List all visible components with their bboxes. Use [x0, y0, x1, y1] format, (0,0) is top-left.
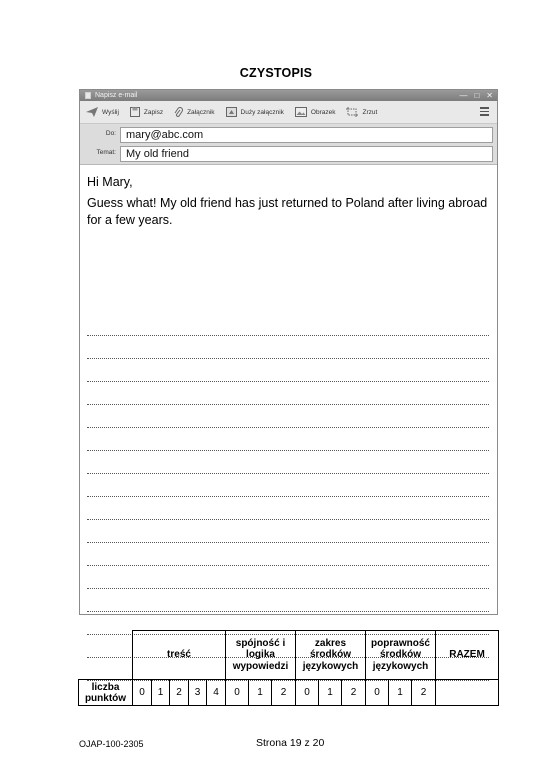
writing-line — [87, 565, 489, 566]
send-button[interactable] — [86, 107, 119, 117]
score-option[interactable]: 1 — [389, 680, 412, 706]
writing-line — [87, 473, 489, 474]
score-option[interactable]: 1 — [249, 680, 272, 706]
header-razem: RAZEM — [436, 631, 499, 680]
save-icon — [130, 107, 140, 117]
writing-line — [87, 381, 489, 382]
table-corner — [79, 631, 133, 680]
score-option[interactable]: 0 — [133, 680, 152, 706]
large-attachment-button[interactable] — [226, 107, 284, 117]
close-icon[interactable]: ✕ — [486, 91, 493, 100]
send-icon — [86, 107, 98, 117]
email-header-fields — [80, 124, 497, 165]
window-title-bar — [80, 90, 497, 101]
points-row-label: liczba punktów — [79, 680, 133, 706]
to-label: Do: — [105, 130, 116, 137]
writing-line — [87, 404, 489, 405]
menu-icon[interactable] — [480, 107, 489, 118]
paperclip-icon — [174, 107, 183, 118]
document-icon — [85, 92, 91, 99]
opening-paragraph: Guess what! My old friend has just returned to Poland after living abroad for a few years. — [87, 196, 488, 227]
attachment-button[interactable] — [174, 107, 214, 118]
score-option[interactable]: 1 — [319, 680, 342, 706]
save-button[interactable] — [130, 107, 163, 117]
minimize-icon[interactable]: — — [459, 91, 468, 100]
score-option[interactable]: 2 — [412, 680, 436, 706]
to-row — [80, 127, 497, 143]
score-option[interactable]: 1 — [152, 680, 170, 706]
writing-line — [87, 450, 489, 451]
writing-line — [87, 519, 489, 520]
page-number: Strona 19 z 20 — [256, 737, 325, 749]
subject-row — [80, 146, 497, 162]
header-zakres: zakres środków językowych — [296, 631, 366, 680]
score-option[interactable]: 4 — [207, 680, 226, 706]
header-poprawnosc: poprawność środków językowych — [366, 631, 436, 680]
total-score-cell[interactable] — [436, 680, 499, 706]
writing-line — [87, 588, 489, 589]
writing-line — [87, 611, 489, 612]
window-controls — [459, 90, 493, 101]
screenshot-label: Zrzut — [362, 108, 378, 116]
large-attachment-label: Duży załącznik — [240, 108, 284, 116]
page-title: CZYSTOPIS — [239, 66, 313, 80]
greeting-text: Hi Mary, — [87, 175, 133, 189]
large-attachment-icon — [226, 107, 237, 117]
to-field[interactable]: mary@abc.com — [120, 127, 493, 143]
maximize-icon[interactable]: □ — [474, 91, 480, 100]
score-option[interactable]: 2 — [272, 680, 296, 706]
exam-code: OJAP-100-2305 — [79, 739, 144, 749]
score-option[interactable]: 2 — [342, 680, 366, 706]
email-compose-window — [79, 89, 498, 615]
score-option[interactable]: 2 — [170, 680, 189, 706]
score-table — [78, 630, 499, 706]
image-button[interactable] — [295, 107, 336, 117]
subject-label: Temat: — [96, 149, 116, 156]
image-label: Obrazek — [310, 108, 336, 116]
header-tresc: treść — [133, 631, 226, 680]
score-option[interactable]: 3 — [189, 680, 207, 706]
score-option[interactable]: 0 — [366, 680, 389, 706]
writing-line — [87, 427, 489, 428]
writing-line — [87, 335, 489, 336]
image-icon — [295, 107, 307, 117]
writing-line — [87, 542, 489, 543]
writing-line — [87, 358, 489, 359]
score-option[interactable]: 0 — [226, 680, 249, 706]
email-toolbar — [80, 101, 497, 124]
attachment-label: Załącznik — [187, 108, 215, 116]
screenshot-icon — [346, 107, 358, 117]
score-option[interactable]: 0 — [296, 680, 319, 706]
send-label: Wyślij — [102, 108, 119, 116]
subject-field[interactable]: My old friend — [120, 146, 493, 162]
header-spojnosc: spójność i logika wypowiedzi — [226, 631, 296, 680]
window-title: Napisz e-mail — [95, 92, 138, 99]
save-label: Zapisz — [143, 108, 164, 116]
screenshot-button[interactable] — [346, 107, 377, 117]
writing-line — [87, 496, 489, 497]
